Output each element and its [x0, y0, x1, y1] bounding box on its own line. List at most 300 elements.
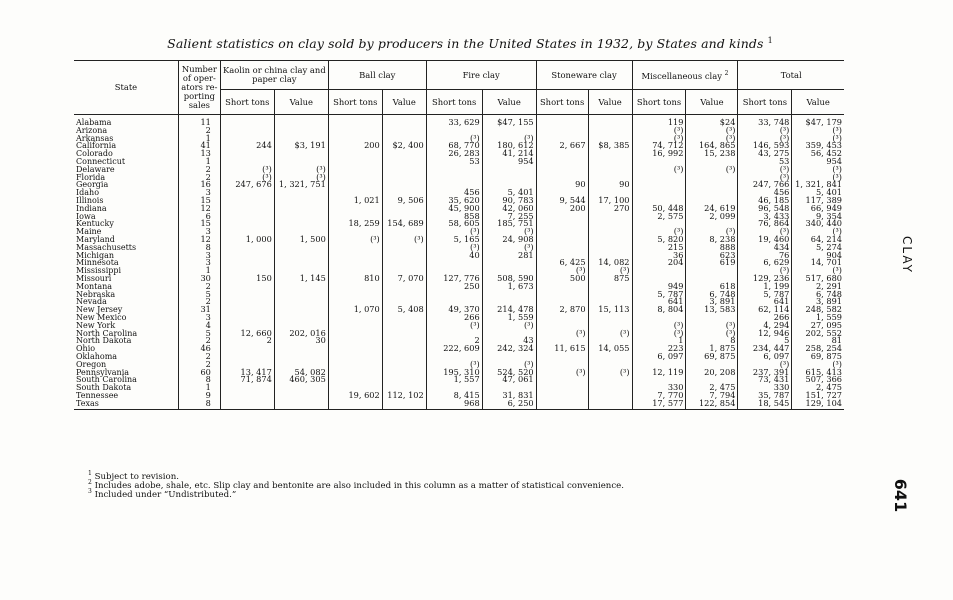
cell-ball-tons [328, 166, 382, 174]
cell-misc-value: 623 [686, 252, 738, 260]
cell-stoneware-tons: 200 [536, 205, 588, 213]
cell-operators: 1 [178, 135, 220, 143]
header-total: Total [738, 61, 844, 90]
cell-state: Montana [76, 281, 113, 291]
cell-fire-value: 5, 401 [482, 189, 536, 197]
cell-ball-value [382, 244, 426, 252]
cell-stoneware-value [588, 384, 632, 392]
cell-kaolin-tons: (³) [220, 166, 274, 174]
cell-fire-value: 7, 255 [482, 213, 536, 221]
table-row [74, 400, 844, 410]
cell-misc-value: (³) [686, 228, 738, 236]
cell-fire-value: 180, 612 [482, 142, 536, 150]
cell-misc-value: (³) [686, 135, 738, 143]
cell-total-value: 5, 401 [792, 189, 844, 197]
cell-stoneware-tons [536, 213, 588, 221]
cell-total-value: 14, 701 [792, 259, 844, 267]
cell-kaolin-tons [220, 259, 274, 267]
cell-operators: 3 [178, 228, 220, 236]
cell-ball-tons [328, 369, 382, 377]
cell-ball-value [382, 291, 426, 299]
cell-stoneware-tons [536, 127, 588, 135]
cell-ball-tons [328, 181, 382, 189]
cell-total-value: 129, 104 [792, 400, 844, 410]
cell-stoneware-tons [536, 400, 588, 410]
cell-kaolin-tons: 247, 676 [220, 181, 274, 189]
cell-ball-tons [328, 115, 382, 127]
cell-state: Missouri [76, 273, 112, 283]
cell-total-value: (³) [792, 166, 844, 174]
cell-total-value: (³) [792, 135, 844, 143]
cell-misc-value [686, 189, 738, 197]
cell-ball-value [382, 181, 426, 189]
cell-misc-tons [632, 181, 686, 189]
cell-total-value: 69, 875 [792, 353, 844, 361]
cell-state: Arkansas [76, 133, 114, 143]
cell-ball-value [382, 283, 426, 291]
cell-fire-value: 90, 783 [482, 197, 536, 205]
cell-fire-value: 185, 751 [482, 220, 536, 228]
cell-misc-value: 8, 238 [686, 236, 738, 244]
cell-kaolin-value: 460, 305 [274, 376, 328, 384]
cell-misc-value: 2, 099 [686, 213, 738, 221]
cell-kaolin-value [274, 283, 328, 291]
cell-stoneware-tons [536, 166, 588, 174]
cell-ball-tons [328, 400, 382, 410]
cell-state: Alabama [76, 118, 112, 127]
cell-total-tons: 96, 548 [738, 205, 792, 213]
cell-total-tons: (³) [738, 166, 792, 174]
cell-operators: 8 [178, 376, 220, 384]
cell-misc-tons: 223 [632, 345, 686, 353]
cell-total-tons: 6, 097 [738, 353, 792, 361]
cell-misc-value: 8 [686, 337, 738, 345]
cell-misc-tons: 215 [632, 244, 686, 252]
cell-total-tons: 62, 114 [738, 306, 792, 314]
cell-operators: 8 [178, 244, 220, 252]
cell-stoneware-value: 270 [588, 205, 632, 213]
cell-kaolin-tons [220, 298, 274, 306]
cell-stoneware-tons [536, 353, 588, 361]
cell-operators: 2 [178, 361, 220, 369]
cell-misc-value [686, 181, 738, 189]
cell-fire-tons [426, 259, 482, 267]
cell-misc-value: 122, 854 [686, 400, 738, 410]
cell-fire-tons: 8, 415 [426, 392, 482, 400]
cell-fire-value: 6, 250 [482, 400, 536, 410]
cell-misc-tons: 330 [632, 384, 686, 392]
cell-fire-tons: (³) [426, 361, 482, 369]
cell-state: Connecticut [76, 156, 126, 166]
cell-ball-value [382, 174, 426, 182]
cell-fire-value: 42, 060 [482, 205, 536, 213]
cell-total-tons: 5, 787 [738, 291, 792, 299]
cell-kaolin-value [274, 213, 328, 221]
cell-ball-value [382, 205, 426, 213]
clay-statistics-table [74, 60, 844, 410]
cell-state: New Mexico [76, 312, 127, 322]
page-number: 641 [891, 478, 911, 513]
cell-stoneware-tons: 2, 667 [536, 142, 588, 150]
cell-total-tons: 76 [738, 252, 792, 260]
cell-misc-tons: 50, 448 [632, 205, 686, 213]
cell-kaolin-value [274, 314, 328, 322]
cell-ball-value [382, 330, 426, 338]
footnote-marker: 2 [88, 479, 92, 486]
cell-total-tons: 146, 593 [738, 142, 792, 150]
cell-ball-value [382, 400, 426, 410]
cell-operators: 3 [178, 314, 220, 322]
cell-stoneware-value [588, 166, 632, 174]
cell-misc-value: 13, 583 [686, 306, 738, 314]
cell-misc-tons: (³) [632, 166, 686, 174]
cell-total-value: 27, 095 [792, 322, 844, 330]
cell-kaolin-value: (³) [274, 166, 328, 174]
cell-operators: 2 [178, 127, 220, 135]
cell-operators: 3 [178, 252, 220, 260]
cell-state: New Jersey [76, 305, 123, 315]
cell-ball-tons [328, 314, 382, 322]
cell-total-value: 151, 727 [792, 392, 844, 400]
cell-stoneware-tons [536, 220, 588, 228]
cell-stoneware-value: 875 [588, 275, 632, 283]
cell-kaolin-tons [220, 115, 274, 127]
cell-operators: 3 [178, 259, 220, 267]
cell-kaolin-value: 1, 500 [274, 236, 328, 244]
cell-state: Ohio [76, 344, 96, 354]
cell-ball-value [382, 259, 426, 267]
table-row [74, 174, 844, 182]
cell-total-tons: 12, 946 [738, 330, 792, 338]
cell-state: Nevada [76, 297, 107, 307]
cell-stoneware-value [588, 376, 632, 384]
cell-stoneware-tons [536, 158, 588, 166]
cell-total-tons: 76, 864 [738, 220, 792, 228]
cell-ball-tons [328, 291, 382, 299]
cell-total-value: 904 [792, 252, 844, 260]
cell-ball-value [382, 376, 426, 384]
cell-misc-tons: 2, 575 [632, 213, 686, 221]
cell-kaolin-value [274, 220, 328, 228]
cell-misc-value: (³) [686, 330, 738, 338]
cell-kaolin-value: 202, 016 [274, 330, 328, 338]
cell-total-value: 2, 475 [792, 384, 844, 392]
cell-ball-value: 112, 102 [382, 392, 426, 400]
header-fire-clay: Fire clay [426, 61, 536, 90]
cell-stoneware-value [588, 115, 632, 127]
cell-fire-value: 242, 324 [482, 345, 536, 353]
cell-stoneware-tons: (³) [536, 369, 588, 377]
cell-total-tons: 3, 433 [738, 213, 792, 221]
subheader-short-tons: Short tons [220, 90, 274, 115]
cell-state: North Carolina [76, 328, 138, 338]
cell-state: Tennessee [76, 390, 119, 400]
cell-kaolin-value [274, 189, 328, 197]
cell-total-value: 615, 413 [792, 369, 844, 377]
cell-total-value: (³) [792, 174, 844, 182]
cell-misc-tons: (³) [632, 322, 686, 330]
cell-fire-tons: 53 [426, 158, 482, 166]
cell-total-tons: 43, 275 [738, 150, 792, 158]
cell-stoneware-tons [536, 384, 588, 392]
cell-operators: 4 [178, 322, 220, 330]
cell-kaolin-tons [220, 205, 274, 213]
cell-operators: 2 [178, 166, 220, 174]
cell-fire-tons [426, 291, 482, 299]
cell-kaolin-value: 30 [274, 337, 328, 345]
cell-fire-value: 524, 520 [482, 369, 536, 377]
table-row [74, 150, 844, 158]
cell-kaolin-value [274, 400, 328, 410]
cell-misc-tons: 949 [632, 283, 686, 291]
cell-misc-value [686, 174, 738, 182]
cell-total-tons: 73, 431 [738, 376, 792, 384]
cell-stoneware-value [588, 127, 632, 135]
cell-total-tons: (³) [738, 135, 792, 143]
cell-kaolin-tons [220, 244, 274, 252]
cell-fire-tons [426, 166, 482, 174]
cell-fire-value: 954 [482, 158, 536, 166]
cell-total-tons: 234, 447 [738, 345, 792, 353]
cell-operators: 1 [178, 384, 220, 392]
cell-misc-tons: 36 [632, 252, 686, 260]
cell-fire-tons: 49, 370 [426, 306, 482, 314]
cell-total-value: 954 [792, 158, 844, 166]
cell-misc-tons: 641 [632, 298, 686, 306]
cell-stoneware-value: 17, 100 [588, 197, 632, 205]
cell-kaolin-value [274, 392, 328, 400]
cell-ball-tons [328, 244, 382, 252]
cell-misc-tons: 16, 992 [632, 150, 686, 158]
cell-kaolin-tons: 12, 660 [220, 330, 274, 338]
subheader-short-tons: Short tons [738, 90, 792, 115]
cell-fire-tons: 33, 629 [426, 115, 482, 127]
cell-ball-tons [328, 158, 382, 166]
cell-misc-tons: 74, 712 [632, 142, 686, 150]
cell-kaolin-tons: 150 [220, 275, 274, 283]
cell-fire-tons: 222, 609 [426, 345, 482, 353]
cell-misc-value: 164, 865 [686, 142, 738, 150]
cell-total-tons: 19, 460 [738, 236, 792, 244]
cell-fire-tons: 58, 605 [426, 220, 482, 228]
cell-state: South Dakota [76, 383, 132, 393]
cell-total-value: $47, 179 [792, 115, 844, 127]
cell-stoneware-tons [536, 376, 588, 384]
cell-fire-value [482, 174, 536, 182]
cell-misc-value: 24, 619 [686, 205, 738, 213]
cell-ball-tons: 810 [328, 275, 382, 283]
cell-kaolin-value [274, 205, 328, 213]
cell-stoneware-tons [536, 150, 588, 158]
cell-misc-value [686, 267, 738, 275]
cell-stoneware-tons: 500 [536, 275, 588, 283]
cell-total-value: 202, 552 [792, 330, 844, 338]
cell-fire-value: $47, 155 [482, 115, 536, 127]
cell-misc-tons: (³) [632, 127, 686, 135]
cell-ball-value [382, 252, 426, 260]
cell-kaolin-tons [220, 197, 274, 205]
cell-total-tons: 434 [738, 244, 792, 252]
cell-fire-value: 41, 214 [482, 150, 536, 158]
subheader-value: Value [686, 90, 738, 115]
cell-fire-tons: (³) [426, 322, 482, 330]
header-misc-clay-label: Miscellaneous clay [641, 70, 722, 81]
subheader-value: Value [482, 90, 536, 115]
cell-stoneware-tons: (³) [536, 267, 588, 275]
cell-kaolin-value [274, 291, 328, 299]
cell-ball-tons [328, 252, 382, 260]
cell-ball-tons: 1, 070 [328, 306, 382, 314]
cell-stoneware-tons [536, 236, 588, 244]
cell-fire-tons: 456 [426, 189, 482, 197]
cell-state: Oklahoma [76, 351, 118, 361]
cell-operators: 16 [178, 181, 220, 189]
cell-total-value: 64, 214 [792, 236, 844, 244]
misc-footnote-ref: 2 [724, 70, 729, 78]
cell-misc-tons: 5, 820 [632, 236, 686, 244]
table-title-text: Salient statistics on clay sold by producers in the United States in 1932, by States and kinds [167, 36, 764, 52]
cell-total-tons: 46, 185 [738, 197, 792, 205]
cell-state: Maryland [76, 234, 115, 244]
cell-stoneware-tons: 90 [536, 181, 588, 189]
cell-kaolin-tons [220, 220, 274, 228]
cell-kaolin-tons: 244 [220, 142, 274, 150]
cell-total-tons: 5 [738, 337, 792, 345]
cell-misc-value: 888 [686, 244, 738, 252]
cell-total-tons: 266 [738, 314, 792, 322]
cell-misc-value: (³) [686, 322, 738, 330]
cell-state: North Dakota [76, 336, 132, 346]
footnote-text: Includes adobe, shale, etc. Slip clay and bentonite are also included in this column as a matter of statistical convenience. [94, 480, 624, 491]
cell-stoneware-tons [536, 283, 588, 291]
cell-misc-value: 6, 748 [686, 291, 738, 299]
subheader-short-tons: Short tons [426, 90, 482, 115]
subheader-value: Value [382, 90, 426, 115]
cell-ball-value [382, 115, 426, 127]
cell-ball-value: 154, 689 [382, 220, 426, 228]
cell-operators: 31 [178, 306, 220, 314]
cell-state: Kentucky [76, 219, 114, 229]
cell-stoneware-value [588, 158, 632, 166]
cell-operators: 2 [178, 298, 220, 306]
cell-ball-value: (³) [382, 236, 426, 244]
cell-kaolin-tons [220, 306, 274, 314]
cell-operators: 9 [178, 392, 220, 400]
cell-ball-tons [328, 259, 382, 267]
cell-total-value: 66, 949 [792, 205, 844, 213]
cell-misc-value: 15, 238 [686, 150, 738, 158]
header-stoneware-clay: Stoneware clay [536, 61, 632, 90]
cell-operators: 2 [178, 353, 220, 361]
cell-kaolin-value [274, 252, 328, 260]
cell-kaolin-value: $3, 191 [274, 142, 328, 150]
cell-state: Oregon [76, 359, 107, 369]
cell-stoneware-value [588, 392, 632, 400]
cell-misc-tons: 204 [632, 259, 686, 267]
subheader-short-tons: Short tons [536, 90, 588, 115]
table-row [74, 166, 844, 174]
cell-kaolin-value [274, 384, 328, 392]
cell-fire-value: 31, 831 [482, 392, 536, 400]
cell-fire-value: 281 [482, 252, 536, 260]
cell-kaolin-value: 54, 082 [274, 369, 328, 377]
cell-total-tons: 641 [738, 298, 792, 306]
cell-misc-tons [632, 189, 686, 197]
cell-ball-tons [328, 205, 382, 213]
subheader-value: Value [274, 90, 328, 115]
cell-fire-tons: 26, 283 [426, 150, 482, 158]
cell-fire-value: 24, 908 [482, 236, 536, 244]
cell-total-value: 507, 366 [792, 376, 844, 384]
header-state: State [74, 61, 178, 115]
cell-ball-value: $2, 400 [382, 142, 426, 150]
cell-stoneware-value [588, 244, 632, 252]
cell-ball-tons [328, 322, 382, 330]
cell-kaolin-value: (³) [274, 174, 328, 182]
cell-total-tons: 33, 748 [738, 115, 792, 127]
cell-stoneware-value: 15, 113 [588, 306, 632, 314]
cell-ball-value [382, 158, 426, 166]
cell-kaolin-tons [220, 189, 274, 197]
cell-fire-tons: (³) [426, 228, 482, 236]
cell-stoneware-tons: 11, 615 [536, 345, 588, 353]
cell-stoneware-tons: 9, 544 [536, 197, 588, 205]
cell-total-tons: 247, 766 [738, 181, 792, 189]
cell-state: Massachusetts [76, 242, 137, 252]
cell-ball-tons: 19, 602 [328, 392, 382, 400]
cell-total-tons: (³) [738, 174, 792, 182]
cell-kaolin-tons [220, 392, 274, 400]
cell-fire-tons: 195, 310 [426, 369, 482, 377]
cell-total-value: 258, 254 [792, 345, 844, 353]
cell-state: Iowa [76, 211, 96, 221]
table-title [150, 36, 790, 51]
cell-fire-tons: 968 [426, 400, 482, 410]
cell-operators: 46 [178, 345, 220, 353]
cell-total-tons: 330 [738, 384, 792, 392]
cell-fire-value: (³) [482, 361, 536, 369]
table-row [74, 259, 844, 267]
cell-stoneware-value [588, 236, 632, 244]
cell-state: Pennsylvania [76, 367, 130, 377]
cell-ball-value [382, 337, 426, 345]
cell-state: Illinois [76, 195, 104, 205]
cell-kaolin-value [274, 115, 328, 127]
footnote-marker: 1 [88, 470, 92, 477]
cell-operators: 11 [178, 115, 220, 127]
cell-total-value: 3, 891 [792, 298, 844, 306]
cell-kaolin-tons [220, 127, 274, 135]
cell-ball-tons [328, 376, 382, 384]
cell-kaolin-value [274, 150, 328, 158]
cell-stoneware-value: 14, 055 [588, 345, 632, 353]
footnote-3 [88, 487, 236, 500]
cell-misc-tons: 119 [632, 115, 686, 127]
cell-fire-tons: 45, 900 [426, 205, 482, 213]
cell-ball-value [382, 314, 426, 322]
cell-stoneware-value: 90 [588, 181, 632, 189]
cell-kaolin-value [274, 127, 328, 135]
cell-kaolin-tons [220, 345, 274, 353]
cell-stoneware-value [588, 291, 632, 299]
cell-stoneware-value: (³) [588, 330, 632, 338]
cell-operators: 8 [178, 400, 220, 410]
cell-ball-tons: 18, 259 [328, 220, 382, 228]
cell-kaolin-tons [220, 400, 274, 410]
cell-misc-value: $24 [686, 115, 738, 127]
table-row [74, 330, 844, 338]
cell-stoneware-tons: 6, 425 [536, 259, 588, 267]
